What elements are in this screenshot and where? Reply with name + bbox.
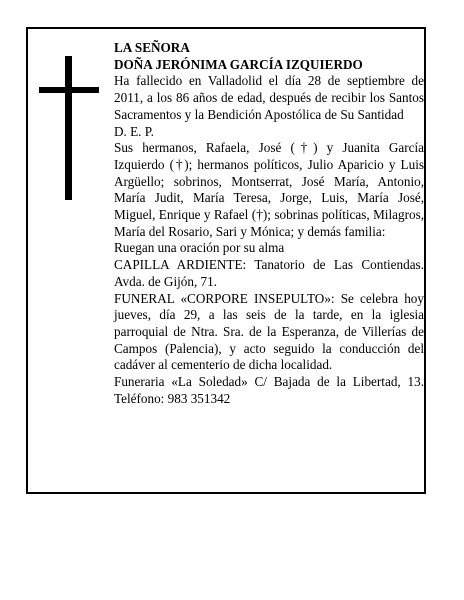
cross-horizontal-bar xyxy=(39,87,99,93)
rip-line: D. E. P. xyxy=(114,123,154,139)
death-announcement: Ha fallecido en Valladolid el día 28 de septiembre de 2011, a los 86 años de edad, después de recibir los Santos Sacramentos y la Bendición Apostólica de Su Santidad xyxy=(114,73,424,122)
cross-icon xyxy=(39,56,99,200)
obituary-notice xyxy=(26,27,426,494)
funeral-home-info: Funeraria «La Soledad» C/ Bajada de la Libertad, 13. Teléfono: 983 351342 xyxy=(114,374,424,406)
notice-title-line2: DOÑA JERÓNIMA GARCÍA IZQUIERDO xyxy=(114,56,363,72)
family-list: Sus hermanos, Rafaela, José (†) y Juanita García Izquierdo (†); hermanos políticos, Julio Aparicio y Luis Argüello; sobrinos, Montserrat, José María, Antonio, María Judit, María Teresa, Jorge, Luis, María José, Miguel, Enrique y Rafael (†); sobrinas políticas, Milagros, María del Rosario, Sari y Mónica; y demás familia: xyxy=(114,140,424,239)
notice-title-line1: LA SEÑORA xyxy=(114,40,190,55)
funeral-service-info: FUNERAL «CORPORE INSEPULTO»: Se celebra hoy jueves, día 29, a las seis de la tarde, en la iglesia parroquial de Ntra. Sra. de la Esperanza, de Villerías de Campos (Palencia), y acto seguido la conducción del cadáver al cementerio de dicha localidad. xyxy=(114,290,424,373)
notice-text xyxy=(114,40,424,407)
prayer-request: Ruegan una oración por su alma xyxy=(114,240,285,256)
funeral-chapel-info: CAPILLA ARDIENTE: Tanatorio de Las Contiendas. Avda. de Gijón, 71. xyxy=(114,257,424,289)
cross-vertical-bar xyxy=(65,56,72,200)
